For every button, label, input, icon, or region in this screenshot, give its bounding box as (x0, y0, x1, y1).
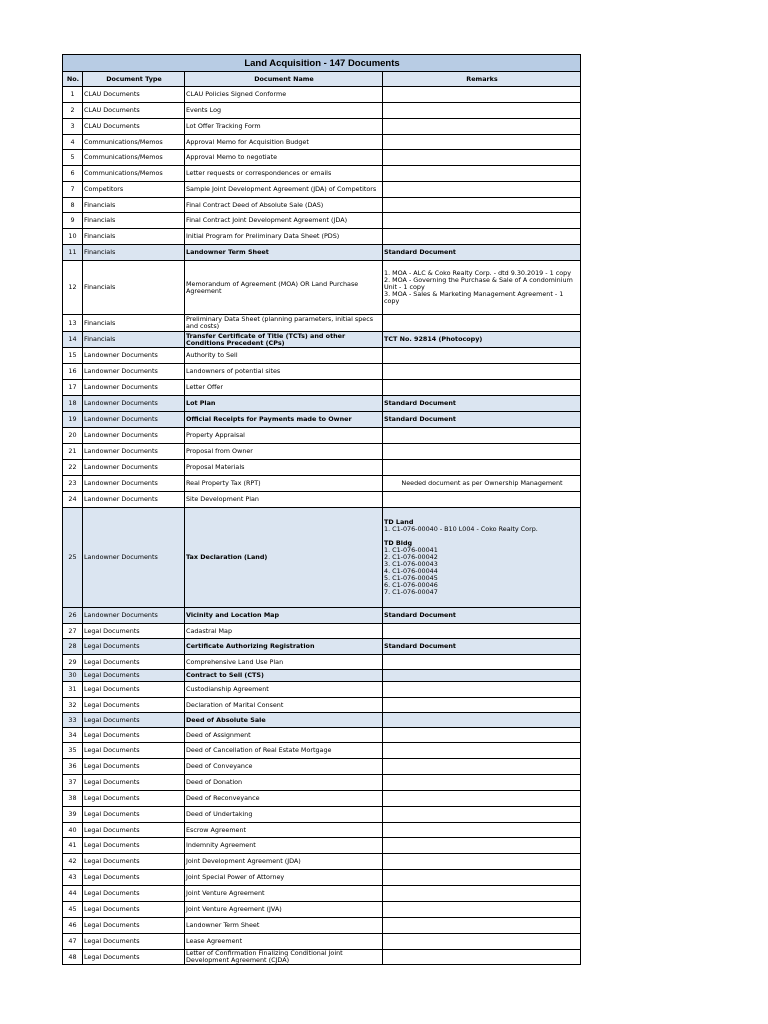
row-number: 21 (63, 444, 83, 460)
remarks-cell (383, 807, 581, 823)
table-row (63, 87, 581, 103)
document-name-cell: Site Development Plan (185, 492, 383, 508)
document-name-cell: Joint Venture Agreement (JVA) (185, 902, 383, 918)
document-name-cell: Declaration of Marital Consent (185, 698, 383, 713)
table-row (63, 119, 581, 135)
remarks-line: 1. MOA - ALC & Coko Realty Corp. - dtd 9.30.2019 - 1 copy (384, 269, 571, 277)
remarks-cell (383, 348, 581, 364)
document-type-cell: Legal Documents (83, 791, 185, 807)
document-type-cell: Legal Documents (83, 918, 185, 934)
row-number: 2 (63, 103, 83, 119)
remarks-cell (383, 682, 581, 698)
document-name-cell: Letter Offer (185, 380, 383, 396)
document-type-cell: Financials (83, 245, 185, 261)
remarks-line (384, 533, 580, 540)
row-number: 6 (63, 166, 83, 182)
remarks-cell (383, 728, 581, 743)
document-type-cell: Financials (83, 315, 185, 332)
document-type-cell: Communications/Memos (83, 166, 185, 182)
remarks-cell (383, 213, 581, 229)
document-type-cell: Landowner Documents (83, 396, 185, 412)
document-type-cell: Legal Documents (83, 854, 185, 870)
remarks-cell (383, 759, 581, 775)
remarks-cell (383, 508, 581, 608)
row-number: 45 (63, 902, 83, 918)
table-row (63, 261, 581, 315)
document-name-cell: Contract to Sell (CTS) (185, 670, 383, 682)
document-type-cell: Legal Documents (83, 682, 185, 698)
header-remarks: Remarks (383, 72, 581, 87)
remarks-cell (383, 698, 581, 713)
document-name-cell: Memorandum of Agreement (MOA) OR Land Purchase Agreement (185, 261, 383, 315)
remarks-line: 3. C1-076-00043 (384, 560, 438, 568)
document-type-cell: Landowner Documents (83, 348, 185, 364)
table-row (63, 103, 581, 119)
document-name-cell: Custodianship Agreement (185, 682, 383, 698)
document-name-cell: Events Log (185, 103, 383, 119)
table-row (63, 229, 581, 245)
remarks-cell (383, 315, 581, 332)
table-row (63, 412, 581, 428)
remarks-cell (383, 476, 581, 492)
table-row (63, 245, 581, 261)
table-row (63, 428, 581, 444)
table-row (63, 624, 581, 639)
remarks-line: 7. C1-076-00047 (384, 588, 438, 596)
document-name-cell: Escrow Agreement (185, 823, 383, 838)
document-type-cell: Legal Documents (83, 823, 185, 838)
document-name-cell: Preliminary Data Sheet (planning parameters, initial specs and costs) (185, 315, 383, 332)
remarks-cell (383, 950, 581, 965)
remarks-cell (383, 460, 581, 476)
remarks-line: 5. C1-076-00045 (384, 574, 438, 582)
row-number: 23 (63, 476, 83, 492)
table-row (63, 854, 581, 870)
document-type-cell: Landowner Documents (83, 476, 185, 492)
document-name-cell: CLAU Policies Signed Conforme (185, 87, 383, 103)
row-number: 22 (63, 460, 83, 476)
table-row (63, 655, 581, 670)
row-number: 12 (63, 261, 83, 315)
row-number: 30 (63, 670, 83, 682)
header-row (63, 72, 581, 87)
row-number: 35 (63, 743, 83, 759)
document-type-cell: Financials (83, 229, 185, 245)
document-type-cell: Legal Documents (83, 759, 185, 775)
table-row (63, 807, 581, 823)
row-number: 36 (63, 759, 83, 775)
row-number: 47 (63, 934, 83, 950)
row-number: 19 (63, 412, 83, 428)
document-type-cell: Legal Documents (83, 886, 185, 902)
remarks-line: TCT No. 92814 (Photocopy) (384, 335, 483, 343)
remarks-cell (383, 135, 581, 150)
row-number: 28 (63, 639, 83, 655)
document-name-cell: Joint Venture Agreement (185, 886, 383, 902)
document-type-cell: Legal Documents (83, 902, 185, 918)
document-name-cell: Tax Declaration (Land) (185, 508, 383, 608)
remarks-cell (383, 245, 581, 261)
remarks-cell (383, 444, 581, 460)
document-type-cell: CLAU Documents (83, 119, 185, 135)
remarks-cell (383, 332, 581, 348)
document-name-cell: Joint Development Agreement (JDA) (185, 854, 383, 870)
document-name-cell: Proposal from Owner (185, 444, 383, 460)
document-name-cell: Letter of Confirmation Finalizing Conditional Joint Development Agreement (CJDA) (185, 950, 383, 965)
remarks-cell (383, 428, 581, 444)
remarks-line: Standard Document (384, 248, 456, 256)
document-name-cell: Landowner Term Sheet (185, 918, 383, 934)
table-row (63, 135, 581, 150)
remarks-cell (383, 412, 581, 428)
document-type-cell: Legal Documents (83, 807, 185, 823)
document-name-cell: Letter requests or correspondences or emails (185, 166, 383, 182)
row-number: 33 (63, 713, 83, 728)
table-row (63, 759, 581, 775)
remarks-cell (383, 902, 581, 918)
remarks-cell (383, 743, 581, 759)
document-name-cell: Lot Plan (185, 396, 383, 412)
remarks-cell (383, 261, 581, 315)
row-number: 43 (63, 870, 83, 886)
row-number: 4 (63, 135, 83, 150)
document-name-cell: Proposal Materials (185, 460, 383, 476)
document-name-cell: Indemnity Agreement (185, 838, 383, 854)
table-row (63, 870, 581, 886)
table-row (63, 380, 581, 396)
document-type-cell: Landowner Documents (83, 608, 185, 624)
row-number: 39 (63, 807, 83, 823)
row-number: 9 (63, 213, 83, 229)
table-row (63, 213, 581, 229)
row-number: 1 (63, 87, 83, 103)
remarks-line: Standard Document (384, 611, 456, 619)
document-name-cell: Initial Program for Preliminary Data Sheet (PDS) (185, 229, 383, 245)
document-type-cell: Competitors (83, 182, 185, 198)
documents-table (62, 54, 581, 965)
remarks-cell (383, 870, 581, 886)
document-type-cell: Legal Documents (83, 713, 185, 728)
row-number: 41 (63, 838, 83, 854)
document-type-cell: Landowner Documents (83, 444, 185, 460)
document-name-cell: Deed of Reconveyance (185, 791, 383, 807)
row-number: 29 (63, 655, 83, 670)
remarks-line: 1. C1-076-00040 - B10 L004 - Coko Realty Corp. (384, 525, 538, 533)
remarks-cell (383, 670, 581, 682)
document-type-cell: CLAU Documents (83, 103, 185, 119)
row-number: 26 (63, 608, 83, 624)
document-type-cell: Legal Documents (83, 743, 185, 759)
table-row (63, 934, 581, 950)
remarks-line: 4. C1-076-00044 (384, 567, 438, 575)
table-row (63, 508, 581, 608)
remarks-line: 1. C1-076-00041 (384, 546, 438, 554)
row-number: 16 (63, 364, 83, 380)
row-number: 42 (63, 854, 83, 870)
remarks-line: TD Bldg (384, 539, 413, 547)
remarks-cell (383, 918, 581, 934)
document-type-cell: Legal Documents (83, 950, 185, 965)
document-name-cell: Deed of Undertaking (185, 807, 383, 823)
document-type-cell: Landowner Documents (83, 380, 185, 396)
header-no: No. (63, 72, 83, 87)
table-row (63, 950, 581, 965)
remarks-line: Standard Document (384, 399, 456, 407)
remarks-line: 3. MOA - Sales & Marketing Management Agreement - 1 copy (384, 290, 566, 305)
document-name-cell: Landowner Term Sheet (185, 245, 383, 261)
table-row (63, 728, 581, 743)
document-name-cell: Certificate Authorizing Registration (185, 639, 383, 655)
remarks-cell (383, 823, 581, 838)
document-type-cell: Communications/Memos (83, 150, 185, 166)
table-row (63, 348, 581, 364)
remarks-line: 6. C1-076-00046 (384, 581, 438, 589)
document-name-cell: Approval Memo to negotiate (185, 150, 383, 166)
document-name-cell: Deed of Cancellation of Real Estate Mortgage (185, 743, 383, 759)
table-row (63, 886, 581, 902)
remarks-cell (383, 838, 581, 854)
document-type-cell: Landowner Documents (83, 460, 185, 476)
table-row (63, 460, 581, 476)
remarks-cell (383, 198, 581, 213)
remarks-line: Standard Document (384, 642, 456, 650)
remarks-cell (383, 934, 581, 950)
row-number: 17 (63, 380, 83, 396)
table-row (63, 166, 581, 182)
document-name-cell: Deed of Conveyance (185, 759, 383, 775)
table-row (63, 698, 581, 713)
document-name-cell: Real Property Tax (RPT) (185, 476, 383, 492)
table-row (63, 670, 581, 682)
table-row (63, 713, 581, 728)
document-name-cell: Property Appraisal (185, 428, 383, 444)
document-type-cell: Legal Documents (83, 624, 185, 639)
remarks-line: 2. MOA - Governing the Purchase & Sale of A condominium Unit - 1 copy (384, 276, 575, 291)
document-type-cell: Financials (83, 261, 185, 315)
remarks-cell (383, 608, 581, 624)
row-number: 34 (63, 728, 83, 743)
remarks-cell (383, 854, 581, 870)
remarks-line: 2. C1-076-00042 (384, 553, 438, 561)
document-name-cell: Transfer Certificate of Title (TCTs) and other Conditions Precedent (CPs) (185, 332, 383, 348)
row-number: 14 (63, 332, 83, 348)
row-number: 40 (63, 823, 83, 838)
table-row (63, 775, 581, 791)
document-type-cell: Financials (83, 213, 185, 229)
remarks-cell (383, 639, 581, 655)
table-row (63, 902, 581, 918)
table-row (63, 682, 581, 698)
document-name-cell: Lease Agreement (185, 934, 383, 950)
document-type-cell: Landowner Documents (83, 364, 185, 380)
row-number: 7 (63, 182, 83, 198)
remarks-cell (383, 886, 581, 902)
table-row (63, 332, 581, 348)
row-number: 27 (63, 624, 83, 639)
document-type-cell: Legal Documents (83, 655, 185, 670)
document-name-cell: Deed of Assignment (185, 728, 383, 743)
document-name-cell: Comprehensive Land Use Plan (185, 655, 383, 670)
remarks-cell (383, 492, 581, 508)
document-name-cell: Final Contract Joint Development Agreement (JDA) (185, 213, 383, 229)
document-name-cell: Deed of Donation (185, 775, 383, 791)
header-document-type: Document Type (83, 72, 185, 87)
document-type-cell: CLAU Documents (83, 87, 185, 103)
remarks-cell (383, 119, 581, 135)
remarks-cell (383, 380, 581, 396)
table-row (63, 492, 581, 508)
document-name-cell: Final Contract Deed of Absolute Sale (DAS) (185, 198, 383, 213)
row-number: 37 (63, 775, 83, 791)
document-name-cell: Official Receipts for Payments made to Owner (185, 412, 383, 428)
document-type-cell: Landowner Documents (83, 492, 185, 508)
table-row (63, 198, 581, 213)
header-document-name: Document Name (185, 72, 383, 87)
remarks-cell (383, 229, 581, 245)
document-type-cell: Communications/Memos (83, 135, 185, 150)
table-row (63, 639, 581, 655)
document-type-cell: Legal Documents (83, 934, 185, 950)
document-type-cell: Landowner Documents (83, 428, 185, 444)
remarks-line: Standard Document (384, 415, 456, 423)
table-row (63, 182, 581, 198)
table-row (63, 743, 581, 759)
table-row (63, 444, 581, 460)
row-number: 8 (63, 198, 83, 213)
row-number: 46 (63, 918, 83, 934)
row-number: 31 (63, 682, 83, 698)
table-row (63, 396, 581, 412)
document-type-cell: Legal Documents (83, 728, 185, 743)
row-number: 24 (63, 492, 83, 508)
document-type-cell: Legal Documents (83, 870, 185, 886)
document-name-cell: Authority to Sell (185, 348, 383, 364)
document-type-cell: Financials (83, 332, 185, 348)
row-number: 32 (63, 698, 83, 713)
document-type-cell: Legal Documents (83, 775, 185, 791)
table-row (63, 918, 581, 934)
table-row (63, 791, 581, 807)
remarks-cell (383, 150, 581, 166)
remarks-cell (383, 624, 581, 639)
remarks-cell (383, 655, 581, 670)
document-type-cell: Legal Documents (83, 670, 185, 682)
document-name-cell: Cadastral Map (185, 624, 383, 639)
remarks-cell (383, 182, 581, 198)
remarks-cell (383, 713, 581, 728)
remarks-cell (383, 166, 581, 182)
table-row (63, 608, 581, 624)
table-row (63, 838, 581, 854)
document-name-cell: Lot Offer Tracking Form (185, 119, 383, 135)
document-type-cell: Landowner Documents (83, 412, 185, 428)
row-number: 5 (63, 150, 83, 166)
row-number: 18 (63, 396, 83, 412)
document-type-cell: Financials (83, 198, 185, 213)
remarks-line: Needed document as per Ownership Management (401, 479, 563, 487)
remarks-cell (383, 775, 581, 791)
row-number: 25 (63, 508, 83, 608)
sheet-title: Land Acquisition - 147 Documents (63, 55, 581, 72)
table-row (63, 315, 581, 332)
remarks-cell (383, 791, 581, 807)
remarks-cell (383, 364, 581, 380)
row-number: 48 (63, 950, 83, 965)
document-name-cell: Vicinity and Location Map (185, 608, 383, 624)
row-number: 11 (63, 245, 83, 261)
row-number: 38 (63, 791, 83, 807)
document-type-cell: Legal Documents (83, 639, 185, 655)
row-number: 10 (63, 229, 83, 245)
row-number: 3 (63, 119, 83, 135)
remarks-line: TD Land (384, 518, 414, 526)
document-name-cell: Approval Memo for Acquisition Budget (185, 135, 383, 150)
table-row (63, 476, 581, 492)
row-number: 13 (63, 315, 83, 332)
document-type-cell: Legal Documents (83, 698, 185, 713)
document-name-cell: Landowners of potential sites (185, 364, 383, 380)
document-name-cell: Deed of Absolute Sale (185, 713, 383, 728)
table-row (63, 364, 581, 380)
table-row (63, 150, 581, 166)
document-type-cell: Landowner Documents (83, 508, 185, 608)
row-number: 44 (63, 886, 83, 902)
row-number: 15 (63, 348, 83, 364)
table-row (63, 823, 581, 838)
document-type-cell: Legal Documents (83, 838, 185, 854)
remarks-cell (383, 103, 581, 119)
remarks-cell (383, 396, 581, 412)
document-name-cell: Sample Joint Development Agreement (JDA) of Competitors (185, 182, 383, 198)
row-number: 20 (63, 428, 83, 444)
title-row (63, 55, 581, 72)
document-name-cell: Joint Special Power of Attorney (185, 870, 383, 886)
remarks-cell (383, 87, 581, 103)
